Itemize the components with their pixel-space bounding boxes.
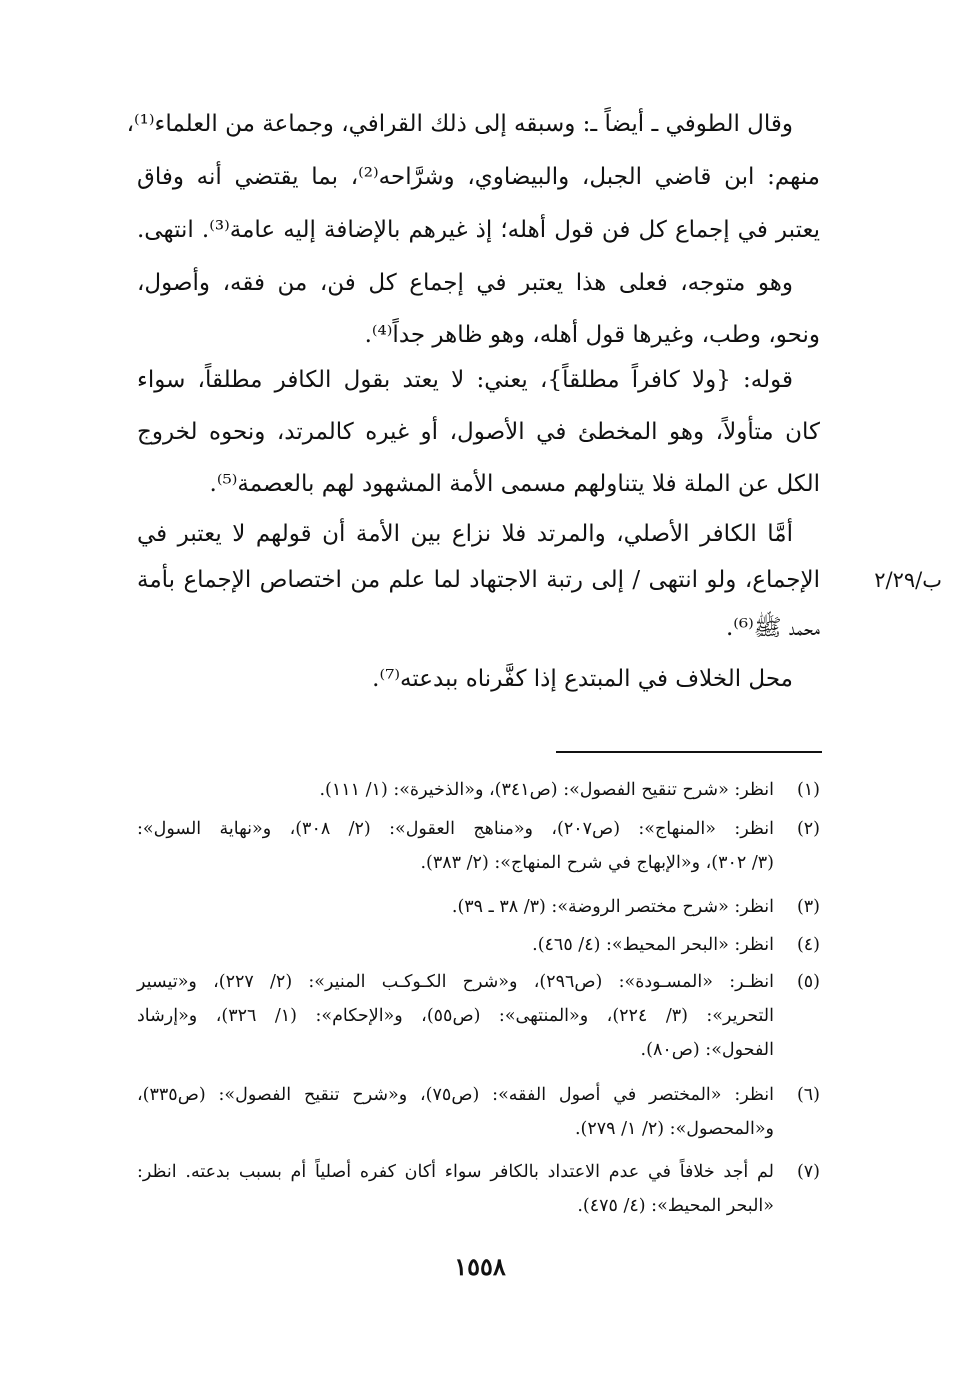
body-line-12: محل الخلاف في المبتدع إذا كفَّرناه ببدعته⁽⁷⁾. bbox=[372, 666, 793, 692]
footnote-number: (٢) bbox=[796, 819, 820, 839]
footnote-text: الفحول»: (ص٨٠). bbox=[640, 1040, 774, 1060]
body-line-2: منهم: ابن قاضي الجبل، والبيضاوي، وشرَّاحه⁽²⁾، بما يقتضي أنه وفاق bbox=[137, 164, 820, 190]
footnote-text: لم أجد خلافاً في عدم الاعتداد بالكافر سواء أكان كفره أصلياً أم بسبب بدعته. انظر: bbox=[137, 1162, 774, 1182]
body-line-10: الإجماع، ولو انتهى / إلى رتبة الاجتهاد لما علم من اختصاص الإجماع بأمة bbox=[137, 567, 820, 593]
footnote-number: (١) bbox=[796, 780, 820, 800]
footnote-number: (٧) bbox=[796, 1162, 820, 1182]
footnote-text: انظر: «البحر المحيط»: (٤/ ٤٦٥). bbox=[532, 935, 774, 955]
body-line-7: كان متأولاً، وهو المخطئ في الأصول، أو غيره كالمرتد، ونحوه لخروج bbox=[137, 419, 820, 445]
footnote-text: انظر: «شرح مختصر الروضة»: (٣/ ٣٨ ـ ٣٩). bbox=[451, 897, 774, 917]
body-line-3: يعتبر في إجماع كل فن قول أهله؛ إذ غيرهم بالإضافة إليه عامة⁽³⁾. انتهى. bbox=[137, 217, 821, 243]
footnote-text: التحرير»: (٣/ ٢٢٤)، و«المنتهى»: (ص٥٥)، و«الإحكام»: (١/ ٣٢٦)، و«إرشاد bbox=[137, 1006, 774, 1026]
footnote-text: انظر: «المختصر في أصول الفقه»: (ص٧٥)، و«شرح تنقيح الفصول»: (ص٣٣٥)، bbox=[137, 1085, 774, 1105]
footnote-text: و«المحصول»: (٢/ ١/ ٢٧٩). bbox=[574, 1119, 774, 1139]
manuscript-folio-note: ب/٢/٢٩ bbox=[874, 568, 942, 592]
footnote-text: «البحر المحيط»: (٤/ ٤٧٥). bbox=[577, 1196, 774, 1216]
body-line-9: أمَّا الكافر الأصلي، والمرتد فلا نزاع بين الأمة أن قولهم لا يعتبر في bbox=[137, 521, 793, 547]
body-line-5: ونحو، وطب، وغيرها قول أهله، وهو ظاهر جداً⁽⁴⁾. bbox=[364, 322, 820, 348]
footnote-text: انظر: «شرح تنقيح الفصول»: (ص٣٤١)، و«الذخيرة»: (١/ ١١١). bbox=[319, 780, 774, 800]
body-line-8: الكل عن الملة فلا يتناولهم مسمى الأمة المشهود لهم بالعصمة⁽⁵⁾. bbox=[209, 471, 820, 497]
footnote-number: (٦) bbox=[796, 1085, 820, 1105]
body-line-6: قوله: {ولا كافراً مطلقاً}، يعني: لا يعتد بقول الكافر مطلقاً، سواء bbox=[137, 367, 793, 393]
footnote-number: (٣) bbox=[796, 897, 820, 917]
footnote-text: انظـر: «المسـودة»: (ص٢٩٦)، و«شرح الكـوكـب المنير»: (٢/ ٢٢٧)، و«تيسير bbox=[137, 972, 774, 992]
footnote-number: (٥) bbox=[796, 972, 820, 992]
body-line-4: وهو متوجه، فعلى هذا يعتبر في إجماع كل فن، من فقه، وأصول، bbox=[137, 270, 793, 296]
footnote-separator bbox=[556, 751, 822, 753]
body-line-1: وقال الطوفي ـ أيضاً ـ: وسبقه إلى ذلك القرافي، وجماعة من العلماء⁽¹⁾، bbox=[126, 111, 793, 137]
footnote-text: انظر: «المنهاج»: (ص٢٠٧)، و«مناهج العقول»: (٢/ ٣٠٨)، و«نهاية السول»: bbox=[137, 819, 774, 839]
body-line-11: محمد ﷺ⁽⁶⁾. bbox=[725, 615, 820, 641]
page-number: ١٥٥٨ bbox=[454, 1252, 506, 1281]
footnote-number: (٤) bbox=[796, 935, 820, 955]
footnote-text: (٣/ ٣٠٢)، و«الإبهاج في شرح المنهاج»: (٢/ ٣٨٣). bbox=[420, 853, 774, 873]
